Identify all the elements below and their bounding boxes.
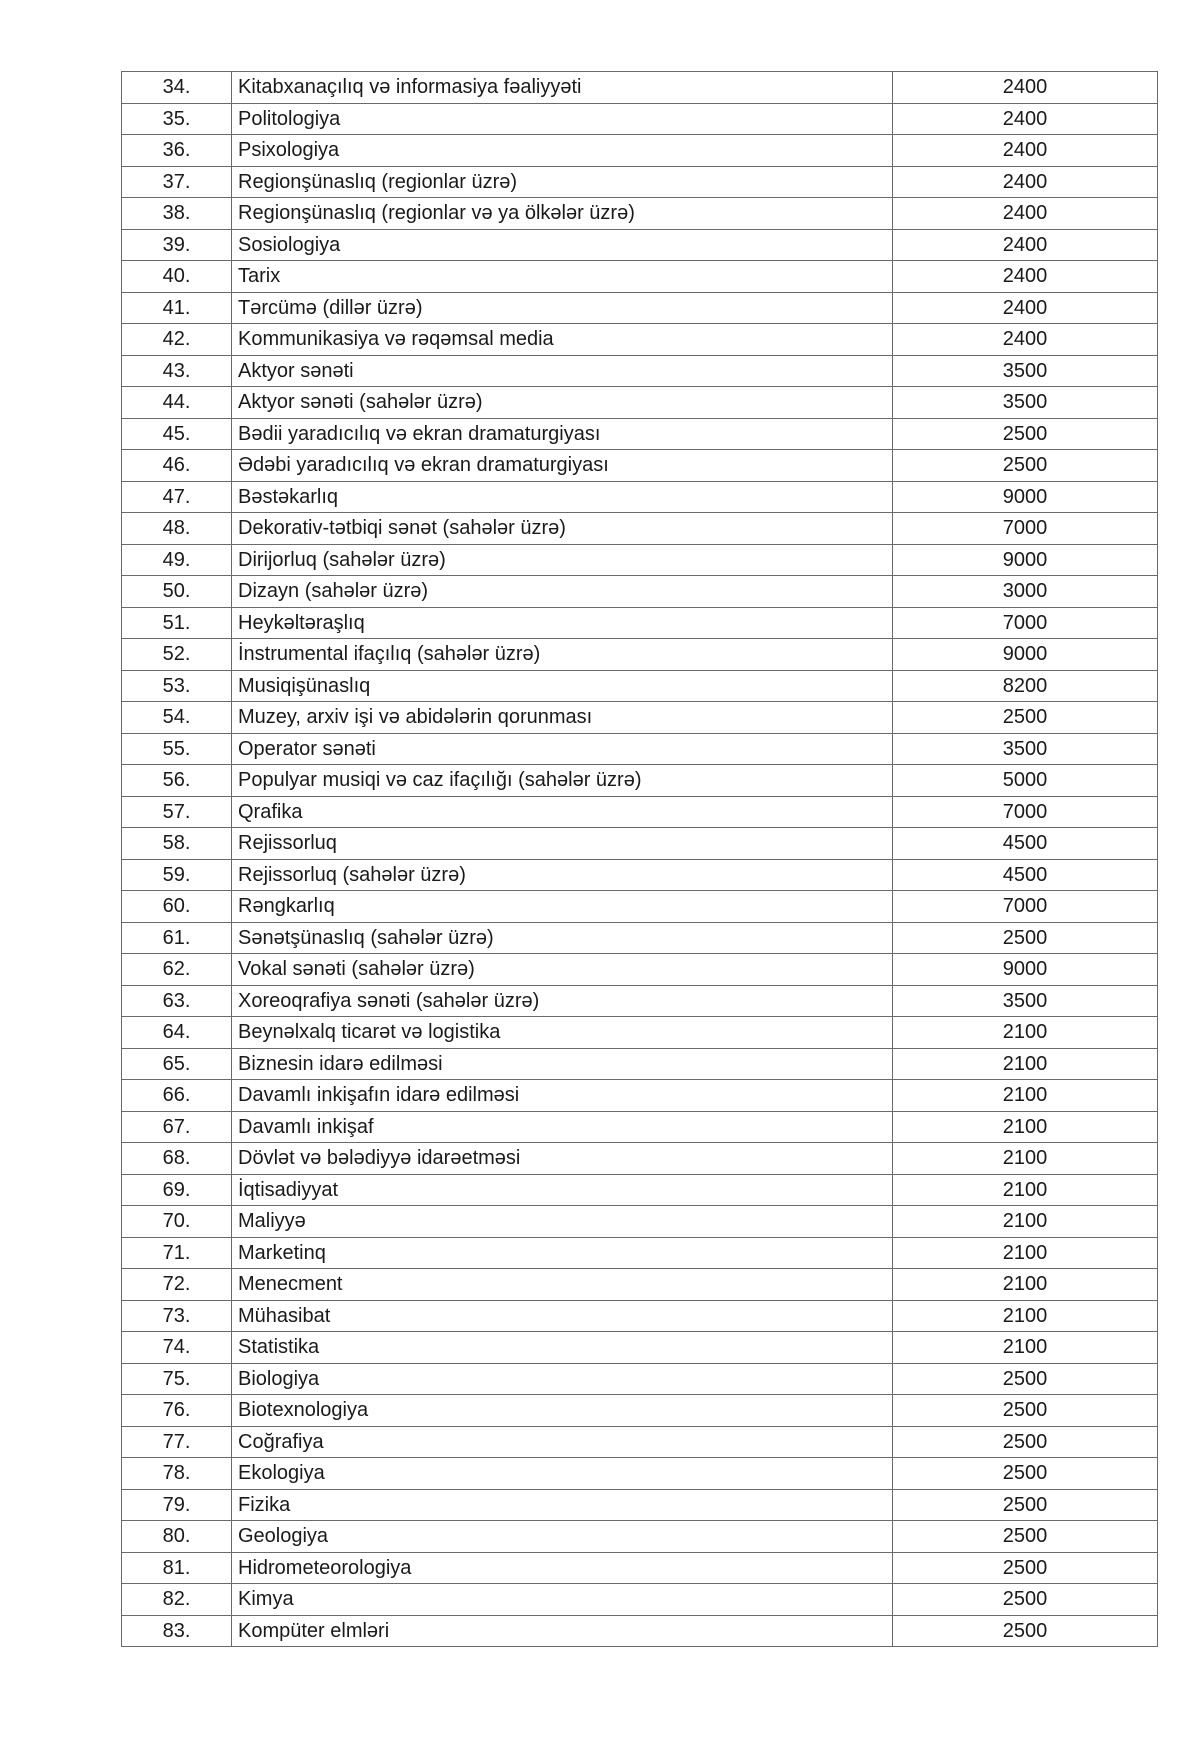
row-number: 44. <box>122 387 232 419</box>
specialty-name: Muzey, arxiv işi və abidələrin qorunması <box>232 702 893 734</box>
row-number: 47. <box>122 481 232 513</box>
specialty-name: Rejissorluq <box>232 828 893 860</box>
specialty-name: Vokal sənəti (sahələr üzrə) <box>232 954 893 986</box>
row-number: 48. <box>122 513 232 545</box>
table-row <box>122 796 1158 828</box>
specialty-name: Psixologiya <box>232 135 893 167</box>
tuition-fee: 2400 <box>893 261 1158 293</box>
row-number: 72. <box>122 1269 232 1301</box>
table-row <box>122 1143 1158 1175</box>
table-row <box>122 1111 1158 1143</box>
tuition-fee: 2500 <box>893 702 1158 734</box>
row-number: 42. <box>122 324 232 356</box>
specialty-name: Sənətşünaslıq (sahələr üzrə) <box>232 922 893 954</box>
specialty-name: Aktyor sənəti (sahələr üzrə) <box>232 387 893 419</box>
table-row <box>122 198 1158 230</box>
tuition-fee: 2400 <box>893 229 1158 261</box>
table-row <box>122 1489 1158 1521</box>
specialty-name: Ədəbi yaradıcılıq və ekran dramaturgiyası <box>232 450 893 482</box>
specialty-name: Kommunikasiya və rəqəmsal media <box>232 324 893 356</box>
row-number: 81. <box>122 1552 232 1584</box>
row-number: 46. <box>122 450 232 482</box>
specialty-name: Coğrafiya <box>232 1426 893 1458</box>
tuition-fee: 2100 <box>893 1111 1158 1143</box>
specialty-name: Menecment <box>232 1269 893 1301</box>
row-number: 71. <box>122 1237 232 1269</box>
table-row <box>122 1048 1158 1080</box>
specialty-name: Geologiya <box>232 1521 893 1553</box>
table-row <box>122 481 1158 513</box>
table-row <box>122 1521 1158 1553</box>
table-row <box>122 418 1158 450</box>
specialty-name: Beynəlxalq ticarət və logistika <box>232 1017 893 1049</box>
table-row <box>122 1237 1158 1269</box>
table-row <box>122 103 1158 135</box>
table-row <box>122 355 1158 387</box>
tuition-fee: 9000 <box>893 481 1158 513</box>
specialty-name: Kompüter elmləri <box>232 1615 893 1647</box>
tuition-fee: 2500 <box>893 1426 1158 1458</box>
specialty-name: Tarix <box>232 261 893 293</box>
row-number: 75. <box>122 1363 232 1395</box>
row-number: 62. <box>122 954 232 986</box>
table-row <box>122 733 1158 765</box>
table-row <box>122 450 1158 482</box>
specialty-name: Biznesin idarə edilməsi <box>232 1048 893 1080</box>
specialty-name: Kimya <box>232 1584 893 1616</box>
tuition-fee: 2400 <box>893 103 1158 135</box>
row-number: 56. <box>122 765 232 797</box>
tuition-fee: 7000 <box>893 796 1158 828</box>
specialty-name: Biologiya <box>232 1363 893 1395</box>
specialty-name: İqtisadiyyat <box>232 1174 893 1206</box>
tuition-fee: 3500 <box>893 985 1158 1017</box>
table-row <box>122 1080 1158 1112</box>
tuition-fee: 2100 <box>893 1300 1158 1332</box>
tuition-fee: 2100 <box>893 1174 1158 1206</box>
table-row <box>122 1615 1158 1647</box>
specialty-name: Xoreoqrafiya sənəti (sahələr üzrə) <box>232 985 893 1017</box>
table-row <box>122 261 1158 293</box>
row-number: 66. <box>122 1080 232 1112</box>
specialty-name: Dirijorluq (sahələr üzrə) <box>232 544 893 576</box>
specialty-name: Dekorativ-tətbiqi sənət (sahələr üzrə) <box>232 513 893 545</box>
table-row <box>122 859 1158 891</box>
tuition-fee: 2100 <box>893 1080 1158 1112</box>
row-number: 69. <box>122 1174 232 1206</box>
specialty-name: Regionşünaslıq (regionlar və ya ölkələr üzrə) <box>232 198 893 230</box>
tuition-fee: 3000 <box>893 576 1158 608</box>
row-number: 83. <box>122 1615 232 1647</box>
tuition-fee: 3500 <box>893 733 1158 765</box>
tuition-fee: 2500 <box>893 1395 1158 1427</box>
specialty-name: Rejissorluq (sahələr üzrə) <box>232 859 893 891</box>
row-number: 49. <box>122 544 232 576</box>
row-number: 35. <box>122 103 232 135</box>
specialty-name: Bəstəkarlıq <box>232 481 893 513</box>
table-row <box>122 135 1158 167</box>
row-number: 70. <box>122 1206 232 1238</box>
table-row <box>122 828 1158 860</box>
table-row <box>122 639 1158 671</box>
specialty-name: Tərcümə (dillər üzrə) <box>232 292 893 324</box>
row-number: 77. <box>122 1426 232 1458</box>
tuition-fee: 2400 <box>893 72 1158 104</box>
row-number: 51. <box>122 607 232 639</box>
table-row <box>122 166 1158 198</box>
table-row <box>122 1017 1158 1049</box>
tuition-fee: 2100 <box>893 1332 1158 1364</box>
row-number: 38. <box>122 198 232 230</box>
row-number: 65. <box>122 1048 232 1080</box>
table-row <box>122 891 1158 923</box>
table-row <box>122 765 1158 797</box>
table-row <box>122 1269 1158 1301</box>
row-number: 74. <box>122 1332 232 1364</box>
specialty-name: Sosiologiya <box>232 229 893 261</box>
row-number: 80. <box>122 1521 232 1553</box>
tuition-fee: 4500 <box>893 859 1158 891</box>
table-row <box>122 513 1158 545</box>
tuition-fee: 2100 <box>893 1048 1158 1080</box>
specialty-name: Ekologiya <box>232 1458 893 1490</box>
row-number: 39. <box>122 229 232 261</box>
table-row <box>122 702 1158 734</box>
tuition-fee: 7000 <box>893 607 1158 639</box>
row-number: 54. <box>122 702 232 734</box>
specialty-name: Populyar musiqi və caz ifaçılığı (sahələr üzrə) <box>232 765 893 797</box>
tuition-fee: 2500 <box>893 1363 1158 1395</box>
specialty-name: Dövlət və bələdiyyə idarəetməsi <box>232 1143 893 1175</box>
tuition-fee-table <box>121 71 1158 1647</box>
tuition-fee: 2500 <box>893 1521 1158 1553</box>
tuition-fee: 2100 <box>893 1269 1158 1301</box>
table-row <box>122 1552 1158 1584</box>
tuition-fee: 3500 <box>893 387 1158 419</box>
tuition-fee: 8200 <box>893 670 1158 702</box>
table-row <box>122 1174 1158 1206</box>
specialty-name: Politologiya <box>232 103 893 135</box>
tuition-fee: 2500 <box>893 922 1158 954</box>
tuition-fee: 2500 <box>893 1458 1158 1490</box>
tuition-fee: 3500 <box>893 355 1158 387</box>
table-row <box>122 607 1158 639</box>
specialty-name: Heykəltəraşlıq <box>232 607 893 639</box>
row-number: 50. <box>122 576 232 608</box>
row-number: 61. <box>122 922 232 954</box>
tuition-fee: 2500 <box>893 450 1158 482</box>
specialty-name: Statistika <box>232 1332 893 1364</box>
tuition-fee: 9000 <box>893 954 1158 986</box>
row-number: 34. <box>122 72 232 104</box>
specialty-name: Dizayn (sahələr üzrə) <box>232 576 893 608</box>
table-row <box>122 1332 1158 1364</box>
specialty-name: Kitabxanaçılıq və informasiya fəaliyyəti <box>232 72 893 104</box>
tuition-fee: 4500 <box>893 828 1158 860</box>
tuition-fee: 7000 <box>893 891 1158 923</box>
table-row <box>122 1426 1158 1458</box>
tuition-fee: 9000 <box>893 639 1158 671</box>
row-number: 67. <box>122 1111 232 1143</box>
table-row <box>122 954 1158 986</box>
tuition-fee: 2500 <box>893 418 1158 450</box>
row-number: 53. <box>122 670 232 702</box>
tuition-fee: 2100 <box>893 1206 1158 1238</box>
specialty-name: Davamlı inkişafın idarə edilməsi <box>232 1080 893 1112</box>
specialty-name: Musiqişünaslıq <box>232 670 893 702</box>
row-number: 60. <box>122 891 232 923</box>
table-row <box>122 229 1158 261</box>
specialty-name: Biotexnologiya <box>232 1395 893 1427</box>
tuition-fee: 2500 <box>893 1489 1158 1521</box>
table-body <box>122 72 1158 1647</box>
tuition-fee: 2400 <box>893 292 1158 324</box>
row-number: 43. <box>122 355 232 387</box>
table-row <box>122 1584 1158 1616</box>
specialty-name: Davamlı inkişaf <box>232 1111 893 1143</box>
table-row <box>122 544 1158 576</box>
table-row <box>122 72 1158 104</box>
specialty-name: Marketinq <box>232 1237 893 1269</box>
row-number: 55. <box>122 733 232 765</box>
table-row <box>122 1458 1158 1490</box>
row-number: 36. <box>122 135 232 167</box>
specialty-name: Maliyyə <box>232 1206 893 1238</box>
row-number: 82. <box>122 1584 232 1616</box>
tuition-fee: 2100 <box>893 1143 1158 1175</box>
table-row <box>122 1206 1158 1238</box>
specialty-name: Rəngkarlıq <box>232 891 893 923</box>
table-row <box>122 922 1158 954</box>
row-number: 57. <box>122 796 232 828</box>
specialty-name: Aktyor sənəti <box>232 355 893 387</box>
table-row <box>122 324 1158 356</box>
row-number: 73. <box>122 1300 232 1332</box>
row-number: 37. <box>122 166 232 198</box>
row-number: 63. <box>122 985 232 1017</box>
row-number: 79. <box>122 1489 232 1521</box>
row-number: 76. <box>122 1395 232 1427</box>
tuition-fee: 2400 <box>893 135 1158 167</box>
specialty-name: Regionşünaslıq (regionlar üzrə) <box>232 166 893 198</box>
table-row <box>122 576 1158 608</box>
row-number: 64. <box>122 1017 232 1049</box>
tuition-fee: 2100 <box>893 1017 1158 1049</box>
tuition-fee: 7000 <box>893 513 1158 545</box>
row-number: 59. <box>122 859 232 891</box>
specialty-name: Fizika <box>232 1489 893 1521</box>
row-number: 68. <box>122 1143 232 1175</box>
tuition-fee: 2500 <box>893 1552 1158 1584</box>
table-row <box>122 670 1158 702</box>
row-number: 52. <box>122 639 232 671</box>
specialty-name: Mühasibat <box>232 1300 893 1332</box>
specialty-name: Operator sənəti <box>232 733 893 765</box>
specialty-name: Bədii yaradıcılıq və ekran dramaturgiyası <box>232 418 893 450</box>
table-row <box>122 292 1158 324</box>
tuition-fee: 9000 <box>893 544 1158 576</box>
tuition-fee: 5000 <box>893 765 1158 797</box>
row-number: 40. <box>122 261 232 293</box>
specialty-name: İnstrumental ifaçılıq (sahələr üzrə) <box>232 639 893 671</box>
table-row <box>122 387 1158 419</box>
table-row <box>122 1363 1158 1395</box>
tuition-fee: 2400 <box>893 198 1158 230</box>
specialty-name: Hidrometeorologiya <box>232 1552 893 1584</box>
table-row <box>122 1395 1158 1427</box>
row-number: 41. <box>122 292 232 324</box>
specialty-name: Qrafika <box>232 796 893 828</box>
tuition-fee: 2500 <box>893 1615 1158 1647</box>
row-number: 58. <box>122 828 232 860</box>
table-row <box>122 985 1158 1017</box>
row-number: 45. <box>122 418 232 450</box>
row-number: 78. <box>122 1458 232 1490</box>
table-row <box>122 1300 1158 1332</box>
tuition-fee: 2100 <box>893 1237 1158 1269</box>
tuition-fee: 2400 <box>893 166 1158 198</box>
tuition-fee: 2400 <box>893 324 1158 356</box>
tuition-fee: 2500 <box>893 1584 1158 1616</box>
